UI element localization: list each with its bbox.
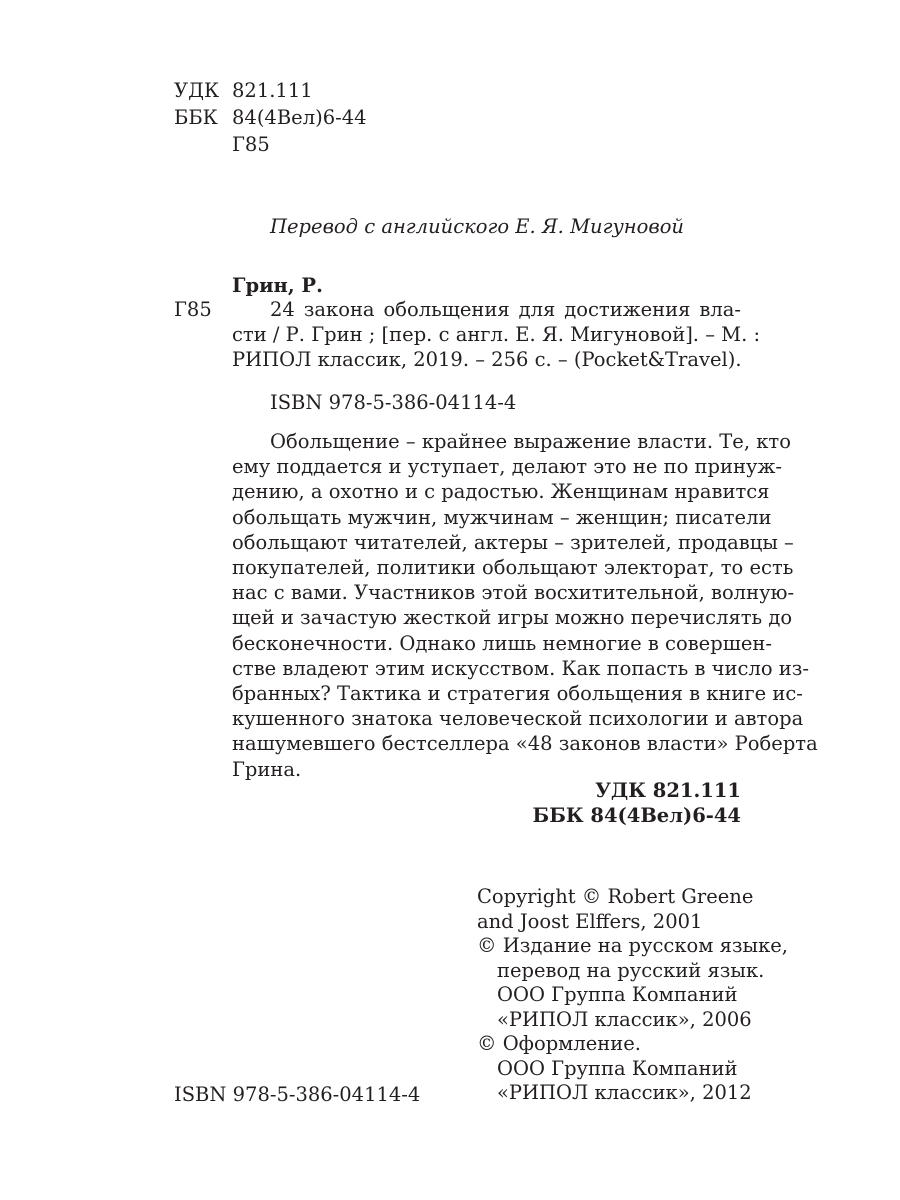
copyright-block xyxy=(477,885,788,1106)
isbn-footer: ISBN 978-5-386-04114-4 xyxy=(174,1083,421,1106)
copyright-line: and Joost Elffers, 2001 xyxy=(477,909,703,933)
udk-label: УДК xyxy=(174,79,220,102)
copyright-line: «РИПОЛ классик», 2006 xyxy=(497,1007,752,1031)
biblio-line: РИПОЛ классик, 2019. – 256 с. – (Pocket&Travel). xyxy=(232,348,742,371)
annotation-line: щей и зачастую жесткой игры можно перечислять до xyxy=(232,606,793,630)
copyright-line: «РИПОЛ классик», 2012 xyxy=(497,1081,752,1104)
copyright-line: © Оформление. xyxy=(477,1032,641,1055)
annotation-line: нашумевшего бестселлера «48 законов власти» Роберта xyxy=(232,732,818,756)
copyright-line: Copyright © Robert Greene xyxy=(477,885,754,908)
copyright-line: ООО Группа Компаний xyxy=(497,1056,738,1080)
annotation-line: дению, а охотно и с радостью. Женщинам нравится xyxy=(232,480,770,504)
annotation-line: Грина. xyxy=(232,757,302,781)
copyright-line: © Издание на русском языке, xyxy=(477,934,789,957)
copyright-line: перевод на русский язык. xyxy=(497,958,765,982)
biblio-line: 24 закона обольщения для достижения вла- xyxy=(270,298,741,321)
udk-value: 821.111 xyxy=(232,79,313,102)
annotation-line: стве владеют этим искусством. Как попасть в число из- xyxy=(232,656,810,680)
bbk-label: ББК xyxy=(174,106,218,129)
translator-note: Перевод с английского Е. Я. Мигуновой xyxy=(270,215,684,238)
bibliographic-description xyxy=(232,297,761,372)
annotation-line: бранных? Тактика и стратегия обольщения в книге ис- xyxy=(232,682,803,706)
annotation-line: ему поддается и уступает, делают это не по принуж- xyxy=(232,455,783,479)
annotation-line: покупателей, политики обольщают электорат, то есть xyxy=(232,556,794,580)
annotation-line: нас с вами. Участников этой восхитительной, волную- xyxy=(232,581,795,605)
isbn-catalog: ISBN 978-5-386-04114-4 xyxy=(270,391,517,414)
biblio-line: сти / Р. Грин ; [пер. с англ. Е. Я. Мигуновой]. – М. : xyxy=(232,323,761,346)
annotation-line: обольщают читателей, актеры – зрителей, продавцы – xyxy=(232,530,794,554)
annotation xyxy=(232,429,818,782)
bbk-code-bold: ББК 84(4Вел)6-44 xyxy=(532,804,741,827)
author-sign-top: Г85 xyxy=(232,133,270,156)
annotation-line: Обольщение – крайнее выражение власти. Те, кто xyxy=(270,430,791,453)
annotation-line: обольщать мужчин, мужчинам – женщин; писатели xyxy=(232,505,772,529)
udk-code-bold: УДК 821.111 xyxy=(595,779,741,802)
author-heading: Грин, Р. xyxy=(232,274,323,297)
annotation-line: кушенного знатока человеческой психологии и автора xyxy=(232,707,804,731)
bbk-value: 84(4Вел)6-44 xyxy=(232,106,367,129)
author-sign: Г85 xyxy=(174,298,212,321)
copyright-line: ООО Группа Компаний xyxy=(497,983,738,1006)
annotation-line: бесконечности. Однако лишь немногие в совершен- xyxy=(232,631,772,655)
